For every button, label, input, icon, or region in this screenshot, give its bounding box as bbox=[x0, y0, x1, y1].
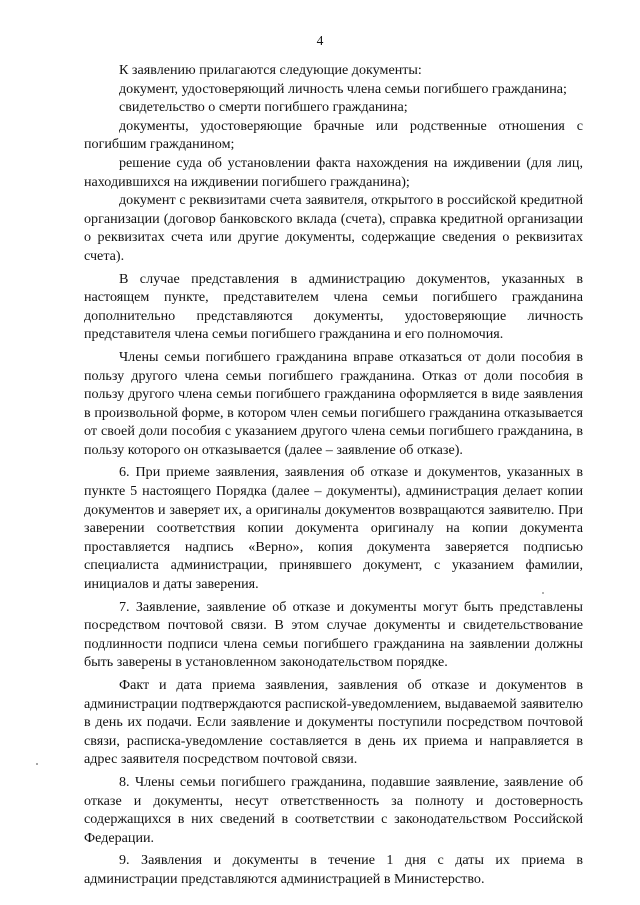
paragraph-receipt-notice: Факт и дата приема заявления, заявления об отказе и документов в администрации подтверждаются распиской-уведомлением, выдаваемой заявителю в день их подачи. Если заявление и документы поступили посредством почтовой связи, расписка-уведомление составляется в день их приема и направляется в адрес заявителя посредством почтовой связи. bbox=[84, 677, 583, 768]
scan-speck bbox=[36, 763, 38, 765]
paragraph-item-8: 8. Члены семьи погибшего гражданина, подавшие заявление, заявление об отказе и документы, несут ответственность за полноту и достоверность содержащихся в них сведений в соответствии с законодательством Российской Федерации. bbox=[84, 773, 583, 846]
paragraph-share-waiver: Члены семьи погибшего гражданина вправе отказаться от доли пособия в пользу другого члена семьи погибшего гражданина. Отказ от доли пособия в пользу другого члена семьи погибшего гражданина оформляется в виде заявления в произвольной форме, в котором член семьи погибшего гражданина отказывается от своей доли пособия с указанием другого члена семьи погибшего гражданина, в пользу которого он отказывается (далее – заявление об отказе). bbox=[84, 348, 583, 458]
paragraph-death-certificate: свидетельство о смерти погибшего гражданина; bbox=[119, 99, 408, 116]
paragraph-item-7: 7. Заявление, заявление об отказе и документы могут быть представлены посредством почтовой связи. В этом случае документы и свидетельствование подлинности подписи члена семьи погибшего гражданина на заявлении должны быть заверены в установленном законодательством порядке. bbox=[84, 598, 583, 671]
scan-speck bbox=[542, 592, 544, 594]
paragraph-attachments-intro: К заявлению прилагаются следующие документы: bbox=[119, 62, 422, 78]
paragraph-item-9: 9. Заявления и документы в течение 1 дня с даты их приема в администрации представляются администрацией в Министерство. bbox=[84, 852, 583, 887]
paragraph-bank-account-details: документ с реквизитами счета заявителя, открытого в российской кредитной организации (договор банковского вклада (счета), справка кредитной организации о реквизитах счета или другие документы, содержащие сведения о реквизитах счета). bbox=[84, 192, 583, 264]
paragraph-representative-documents: В случае представления в администрацию документов, указанных в настоящем пункте, представителем члена семьи погибшего гражданина дополнительно представляются документы, удостоверяющие личность представителя члена семьи погибшего гражданина и его полномочия. bbox=[84, 270, 583, 343]
paragraph-item-6: 6. При приеме заявления, заявления об отказе и документов, указанных в пункте 5 настоящего Порядка (далее – документы), администрация делает копии документов и заверяет их, а оригиналы документов возвращаются заявителю. При заверении соответствия копии документа оригиналу на копии документа проставляется надпись «Верно», копия документа заверяется подписью специалиста администрации, принявшего документ, с указанием фамилии, инициалов и даты заверения. bbox=[84, 464, 583, 593]
paragraph-court-decision: решение суда об установлении факта нахождения на иждивении (для лиц, находившихся на иждивении погибшего гражданина); bbox=[84, 154, 583, 190]
page-number: 4 bbox=[316, 33, 324, 48]
document-body bbox=[84, 61, 583, 889]
paragraph-identity-document: документ, удостоверяющий личность члена семьи погибшего гражданина; bbox=[119, 80, 567, 97]
paragraph-marriage-kinship-documents: документы, удостоверяющие брачные или родственные отношения с погибшим гражданином; bbox=[84, 117, 583, 153]
